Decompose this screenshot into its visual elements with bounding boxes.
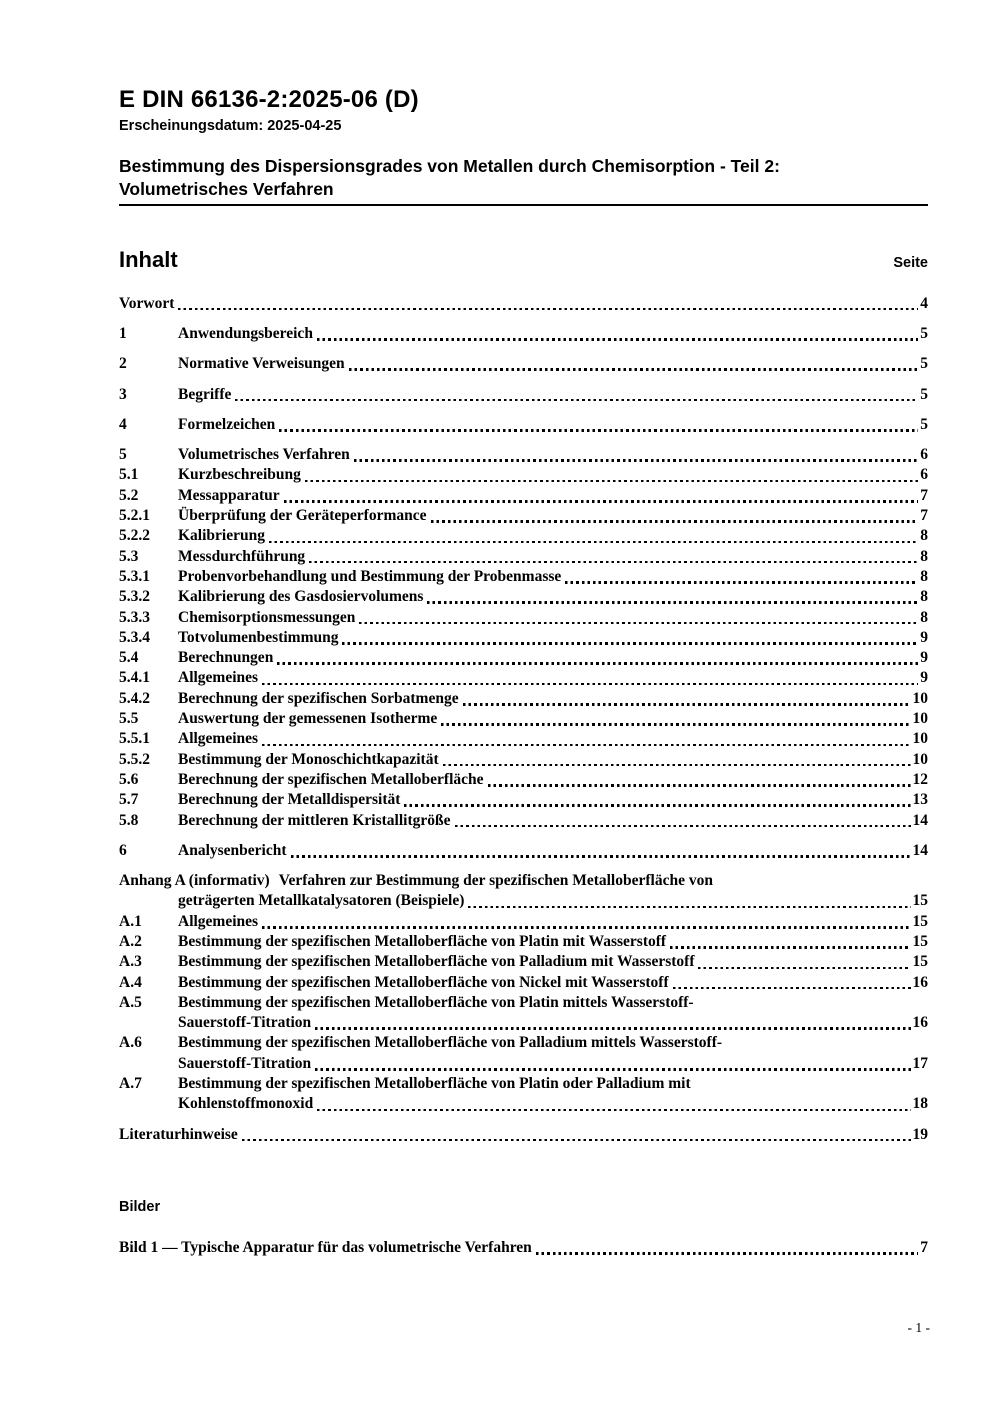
toc-entry-title: Kalibrierung	[178, 527, 265, 545]
toc-entry-line2	[178, 1094, 928, 1114]
toc-entry-line1	[178, 770, 928, 790]
toc-entry-page: 15	[912, 933, 928, 950]
toc-entry-body	[178, 526, 928, 546]
toc-entry-page: 5	[920, 324, 928, 342]
toc-entry-title: Bestimmung der spezifischen Metalloberfläche von Platin oder Palladium mit	[178, 1075, 691, 1093]
toc-entry	[119, 1033, 928, 1074]
toc-entry-line1	[178, 668, 928, 688]
toc-entry-title: Bestimmung der Monoschichtkapazität	[178, 750, 439, 768]
dot-leader	[354, 459, 918, 462]
toc-entry-page: 5	[920, 385, 928, 403]
toc-entry-number: 5.6	[119, 770, 139, 788]
toc-entry-title: Chemisorptionsmessungen	[178, 608, 356, 626]
toc-entry	[119, 912, 928, 932]
document-header	[119, 87, 928, 206]
toc-entry-page: 13	[912, 791, 928, 809]
toc-entry-title: Messapparatur	[178, 486, 280, 504]
page-number-footer: - 1 -	[907, 1320, 930, 1335]
toc-entry	[119, 415, 928, 435]
toc-entry-page: 9	[920, 649, 928, 667]
dot-leader	[359, 622, 918, 625]
toc-entry-title: Bestimmung der spezifischen Metalloberfläche von Platin mittels Wasserstoff-	[178, 993, 694, 1011]
toc-entry-page: 4	[920, 294, 928, 312]
toc-entry-title: Auswertung der gemessenen Isotherme	[178, 710, 438, 728]
toc-entry-title: Berechnung der Metalldispersität	[178, 791, 401, 809]
toc-entry-line1	[178, 415, 928, 435]
dot-leader	[269, 541, 918, 544]
toc-entry-title-continued: Kohlenstoffmonoxid	[178, 1095, 314, 1113]
dot-leader	[441, 723, 910, 726]
toc-entry-page: 5	[920, 415, 928, 433]
toc-entry-body	[178, 1033, 928, 1074]
toc-entry-number: 5.2.2	[119, 527, 150, 545]
toc-entry-line1	[178, 841, 928, 861]
figures-list	[119, 1238, 928, 1258]
dot-leader	[468, 906, 910, 909]
toc-entry-title: Kalibrierung des Gasdosiervolumens	[178, 588, 424, 606]
toc-entry-line1	[178, 729, 928, 749]
toc-entry-body	[178, 932, 928, 952]
toc-entry-line2	[178, 1013, 928, 1033]
toc-entry-body	[178, 973, 928, 993]
toc-entry-body	[178, 729, 928, 749]
toc-entry-body	[178, 993, 928, 1034]
toc-entry-page: 7	[920, 1238, 928, 1256]
toc-entry	[119, 811, 928, 831]
toc-entry-page: 14	[912, 841, 928, 859]
toc-entry-page: 7	[920, 486, 928, 504]
toc-entry-number: 3	[119, 385, 127, 403]
dot-leader	[317, 1109, 910, 1112]
dot-leader	[670, 946, 910, 949]
toc-entry-number: 5.7	[119, 791, 139, 809]
toc-entry	[119, 324, 928, 344]
toc-entry-line1	[178, 1074, 928, 1094]
publication-date: Erscheinungsdatum: 2025-04-25	[119, 118, 342, 135]
doc-title-line1: Bestimmung des Dispersionsgrades von Metallen durch Chemisorption - Teil 2:	[119, 156, 780, 177]
toc-entry-page: 10	[912, 750, 928, 768]
toc-entry-line1	[178, 465, 928, 485]
toc-entry-page: 15	[912, 892, 928, 910]
toc-entry-body	[178, 415, 928, 435]
toc-entry-page: 16	[912, 1014, 928, 1032]
toc-entry	[119, 932, 928, 952]
toc-entry	[119, 750, 928, 770]
toc-entry-body	[178, 465, 928, 485]
toc-entry-title: Bestimmung der spezifischen Metalloberfläche von Palladium mittels Wasserstoff-	[178, 1034, 723, 1052]
toc-entry-title: Kurzbeschreibung	[178, 466, 301, 484]
toc-entry-body	[178, 912, 928, 932]
dot-leader	[262, 744, 910, 747]
toc-entry-title: Formelzeichen	[178, 415, 276, 433]
toc-entry-title: Literaturhinweise	[119, 1125, 238, 1143]
toc-entry-number: 5.3	[119, 547, 139, 565]
toc-entry-title: Allgemeines	[178, 730, 259, 748]
toc-entry-line1	[178, 790, 928, 810]
toc-entry-title: Begriffe	[178, 385, 232, 403]
toc-entry-page: 10	[912, 689, 928, 707]
toc-entry-body	[178, 324, 928, 344]
toc-entry	[119, 608, 928, 628]
dot-leader	[178, 308, 918, 311]
toc-entry-line1	[178, 547, 928, 567]
toc-entry-line1	[178, 1033, 928, 1053]
toc-entry-line1	[178, 445, 928, 465]
dot-leader	[443, 764, 911, 767]
toc-entry-title: Berechnung der spezifischen Metalloberfläche	[178, 770, 484, 788]
dot-leader	[277, 662, 918, 665]
dot-leader	[262, 683, 918, 686]
toc-entry-number: 5	[119, 446, 127, 464]
toc-entry-body	[178, 587, 928, 607]
dot-leader	[565, 581, 918, 584]
toc-entry-title: Anwendungsbereich	[178, 324, 313, 342]
dot-leader	[291, 855, 911, 858]
dot-leader	[349, 368, 919, 371]
toc-entry-body	[178, 445, 928, 465]
dot-leader	[315, 1027, 910, 1030]
toc-entry	[119, 445, 928, 465]
toc-entry-number: 1	[119, 324, 127, 342]
toc-entry	[119, 506, 928, 526]
toc-entry-title: Bild 1 — Typische Apparatur für das volumetrische Verfahren	[119, 1238, 532, 1256]
toc-entry-line1	[178, 689, 928, 709]
toc-entry-title-continued: Sauerstoff-Titration	[178, 1014, 312, 1032]
toc-entry-body	[178, 486, 928, 506]
toc-entry	[119, 486, 928, 506]
toc-entry-title: Vorwort	[119, 294, 175, 312]
toc-entry-number: A.1	[119, 912, 142, 930]
toc-entry-line1	[178, 993, 928, 1013]
toc-entry	[119, 547, 928, 567]
toc-entry-body	[178, 567, 928, 587]
toc-entry	[119, 871, 928, 912]
toc-entry-line1	[178, 526, 928, 546]
dot-leader	[305, 480, 918, 483]
toc-entry-number: 5.4.2	[119, 689, 150, 707]
toc-entry-body	[178, 608, 928, 628]
toc-entry	[119, 993, 928, 1034]
toc-entry-body	[178, 709, 928, 729]
toc-entry-page: 8	[920, 527, 928, 545]
toc-list	[119, 294, 928, 1145]
toc-entry-body	[178, 770, 928, 790]
toc-entry-page: 15	[912, 912, 928, 930]
toc-entry-title: Berechnung der mittleren Kristallitgröße	[178, 811, 451, 829]
doc-code: E DIN 66136-2:2025-06 (D)	[119, 86, 419, 113]
toc-entry-body	[178, 811, 928, 831]
toc-entry	[119, 567, 928, 587]
toc-entry-line1	[119, 1125, 928, 1145]
toc-entry-line1	[178, 486, 928, 506]
toc-entry-line1	[178, 648, 928, 668]
toc-entry-body	[178, 952, 928, 972]
toc-entry-title: Messdurchführung	[178, 547, 306, 565]
toc-entry	[119, 628, 928, 648]
toc-entry-number: 5.8	[119, 811, 139, 829]
dot-leader	[342, 642, 918, 645]
toc-entry-body	[178, 689, 928, 709]
toc-entry-number: 5.2.1	[119, 507, 150, 525]
toc-entry-line2	[178, 1054, 928, 1074]
dot-leader	[317, 338, 918, 341]
toc-entry-line1	[178, 587, 928, 607]
header-rule	[119, 204, 928, 206]
toc-entry-number: 6	[119, 841, 127, 859]
toc-entry	[119, 790, 928, 810]
toc-entry-page: 6	[920, 446, 928, 464]
toc-entry-body	[178, 750, 928, 770]
dot-leader	[315, 1068, 910, 1071]
toc-entry-title: Allgemeines	[178, 912, 259, 930]
toc-entry	[119, 729, 928, 749]
toc-entry-page: 8	[920, 567, 928, 585]
toc-entry-body	[178, 1074, 928, 1115]
toc-entry-title-continued: geträgerten Metallkatalysatoren (Beispiele)	[178, 892, 465, 910]
toc-entry-page: 8	[920, 547, 928, 565]
toc-entry-body	[178, 790, 928, 810]
toc-entry-page: 12	[912, 770, 928, 788]
toc-entry-line1	[178, 608, 928, 628]
toc-entry-body	[178, 385, 928, 405]
figures-heading: Bilder	[119, 1198, 161, 1215]
toc-entry-line1	[178, 385, 928, 405]
toc-entry-number: A.6	[119, 1034, 142, 1052]
toc-entry-number: 5.3.4	[119, 628, 150, 646]
toc-entry-number: A.7	[119, 1075, 142, 1093]
toc-entry-line1	[178, 811, 928, 831]
toc-entry-body	[119, 294, 928, 314]
dot-leader	[279, 429, 918, 432]
dot-leader	[488, 784, 911, 787]
toc-entry-line1	[119, 294, 928, 314]
page-column-label: Seite	[893, 254, 928, 271]
toc-entry	[119, 668, 928, 688]
dot-leader	[242, 1139, 911, 1142]
toc-entry-title: Verfahren zur Bestimmung der spezifischen Metalloberfläche von	[278, 872, 713, 890]
dot-leader	[455, 825, 911, 828]
dot-leader	[404, 804, 910, 807]
toc-entry	[119, 465, 928, 485]
toc-entry-line1	[178, 324, 928, 344]
toc-entry-number: 4	[119, 415, 127, 433]
toc-entry-title: Probenvorbehandlung und Bestimmung der Probenmasse	[178, 567, 562, 585]
dot-leader	[235, 399, 918, 402]
toc-entry-number: 5.3.3	[119, 608, 150, 626]
toc-entry-page: 15	[912, 953, 928, 971]
toc-entry-title: Analysenbericht	[178, 841, 287, 859]
dot-leader	[673, 987, 911, 990]
toc-entry-number: A.3	[119, 953, 142, 971]
toc-entry-page: 18	[912, 1095, 928, 1113]
toc-entry	[119, 648, 928, 668]
toc-entry-line1	[178, 628, 928, 648]
toc-entry-number: 5.1	[119, 466, 139, 484]
doc-title	[119, 155, 928, 201]
toc-entry-body	[119, 1125, 928, 1145]
toc-entry-page: 16	[912, 973, 928, 991]
toc-entry-body	[178, 547, 928, 567]
toc-entry-title: Bestimmung der spezifischen Metalloberfläche von Palladium mit Wasserstoff	[178, 953, 695, 971]
toc-entry-line1	[178, 973, 928, 993]
toc-entry	[119, 973, 928, 993]
toc-entry-line1	[178, 932, 928, 952]
toc-entry-body	[178, 628, 928, 648]
toc-entry-line1	[178, 506, 928, 526]
toc-entry-number: 2	[119, 355, 127, 373]
doc-title-line2: Volumetrisches Verfahren	[119, 178, 334, 199]
toc-entry-line1	[119, 871, 928, 891]
dot-leader	[262, 926, 910, 929]
toc-entry-number: 5.5.1	[119, 730, 150, 748]
toc-entry-title: Bestimmung der spezifischen Metalloberfläche von Nickel mit Wasserstoff	[178, 973, 669, 991]
toc-entry-title: Volumetrisches Verfahren	[178, 446, 350, 464]
toc-entry-body	[178, 841, 928, 861]
toc-entry-page: 5	[920, 355, 928, 373]
toc-entry-body	[178, 668, 928, 688]
dot-leader	[427, 601, 918, 604]
toc-entry-line1	[178, 912, 928, 932]
toc-entry-body	[119, 1238, 928, 1258]
toc-entry	[119, 1238, 928, 1258]
toc-entry-number: 5.5	[119, 710, 139, 728]
toc-entry-body	[178, 354, 928, 374]
toc-entry-title: Normative Verweisungen	[178, 355, 345, 373]
toc-entry	[119, 354, 928, 374]
toc-entry-number: A.4	[119, 973, 142, 991]
toc-entry-number: 5.4.1	[119, 669, 150, 687]
toc-entry-page: 8	[920, 608, 928, 626]
toc-entry-number: 5.5.2	[119, 750, 150, 768]
dot-leader	[431, 520, 919, 523]
toc-entry-page: 9	[920, 628, 928, 646]
toc-entry-line1	[178, 354, 928, 374]
toc-entry-page: 19	[912, 1125, 928, 1143]
toc-entry	[119, 841, 928, 861]
toc-entry-number: A.2	[119, 933, 142, 950]
toc-entry-number: A.5	[119, 993, 142, 1011]
toc-entry-body	[178, 648, 928, 668]
dot-leader	[463, 703, 911, 706]
toc-entry-number: 5.3.1	[119, 567, 150, 585]
toc-entry-title: Berechnungen	[178, 649, 274, 667]
toc-entry-page: 10	[912, 730, 928, 748]
toc-entry-page: 9	[920, 669, 928, 687]
toc-entry-line1	[178, 750, 928, 770]
toc-entry-title: Überprüfung der Geräteperformance	[178, 507, 427, 525]
toc-entry-line2	[178, 891, 928, 911]
toc-entry	[119, 587, 928, 607]
toc-entry-number: 5.2	[119, 486, 139, 504]
toc-entry-line1	[178, 567, 928, 587]
toc-entry	[119, 689, 928, 709]
toc-entry-page: 10	[912, 710, 928, 728]
toc-entry-page: 6	[920, 466, 928, 484]
toc-entry-title: Allgemeines	[178, 669, 259, 687]
toc-entry-page: 17	[912, 1054, 928, 1072]
toc-entry-label: Anhang A (informativ)	[119, 872, 270, 890]
toc-header-row	[119, 247, 928, 273]
toc-entry-number: 5.3.2	[119, 588, 150, 606]
toc-entry-title: Berechnung der spezifischen Sorbatmenge	[178, 689, 459, 707]
toc-entry-line1	[178, 952, 928, 972]
toc-heading: Inhalt	[119, 246, 178, 272]
toc-entry-title: Bestimmung der spezifischen Metalloberfläche von Platin mit Wasserstoff	[178, 933, 667, 950]
toc-entry	[119, 526, 928, 546]
toc-entry	[119, 1125, 928, 1145]
toc-entry-number: 5.4	[119, 649, 139, 667]
toc-entry-page: 8	[920, 588, 928, 606]
toc-entry-title-continued: Sauerstoff-Titration	[178, 1054, 312, 1072]
dot-leader	[698, 967, 910, 970]
toc-entry-page: 7	[920, 507, 928, 525]
dot-leader	[284, 500, 919, 503]
dot-leader	[309, 561, 918, 564]
toc-entry-line1	[119, 1238, 928, 1258]
toc-entry-title: Totvolumenbestimmung	[178, 628, 339, 646]
toc-entry-body	[178, 506, 928, 526]
toc-entry	[119, 385, 928, 405]
toc-entry	[119, 1074, 928, 1115]
toc-entry	[119, 294, 928, 314]
dot-leader	[536, 1252, 918, 1255]
toc-entry	[119, 770, 928, 790]
toc-entry-page: 14	[912, 811, 928, 829]
toc-entry-line1	[178, 709, 928, 729]
toc-entry	[119, 952, 928, 972]
toc-entry	[119, 709, 928, 729]
